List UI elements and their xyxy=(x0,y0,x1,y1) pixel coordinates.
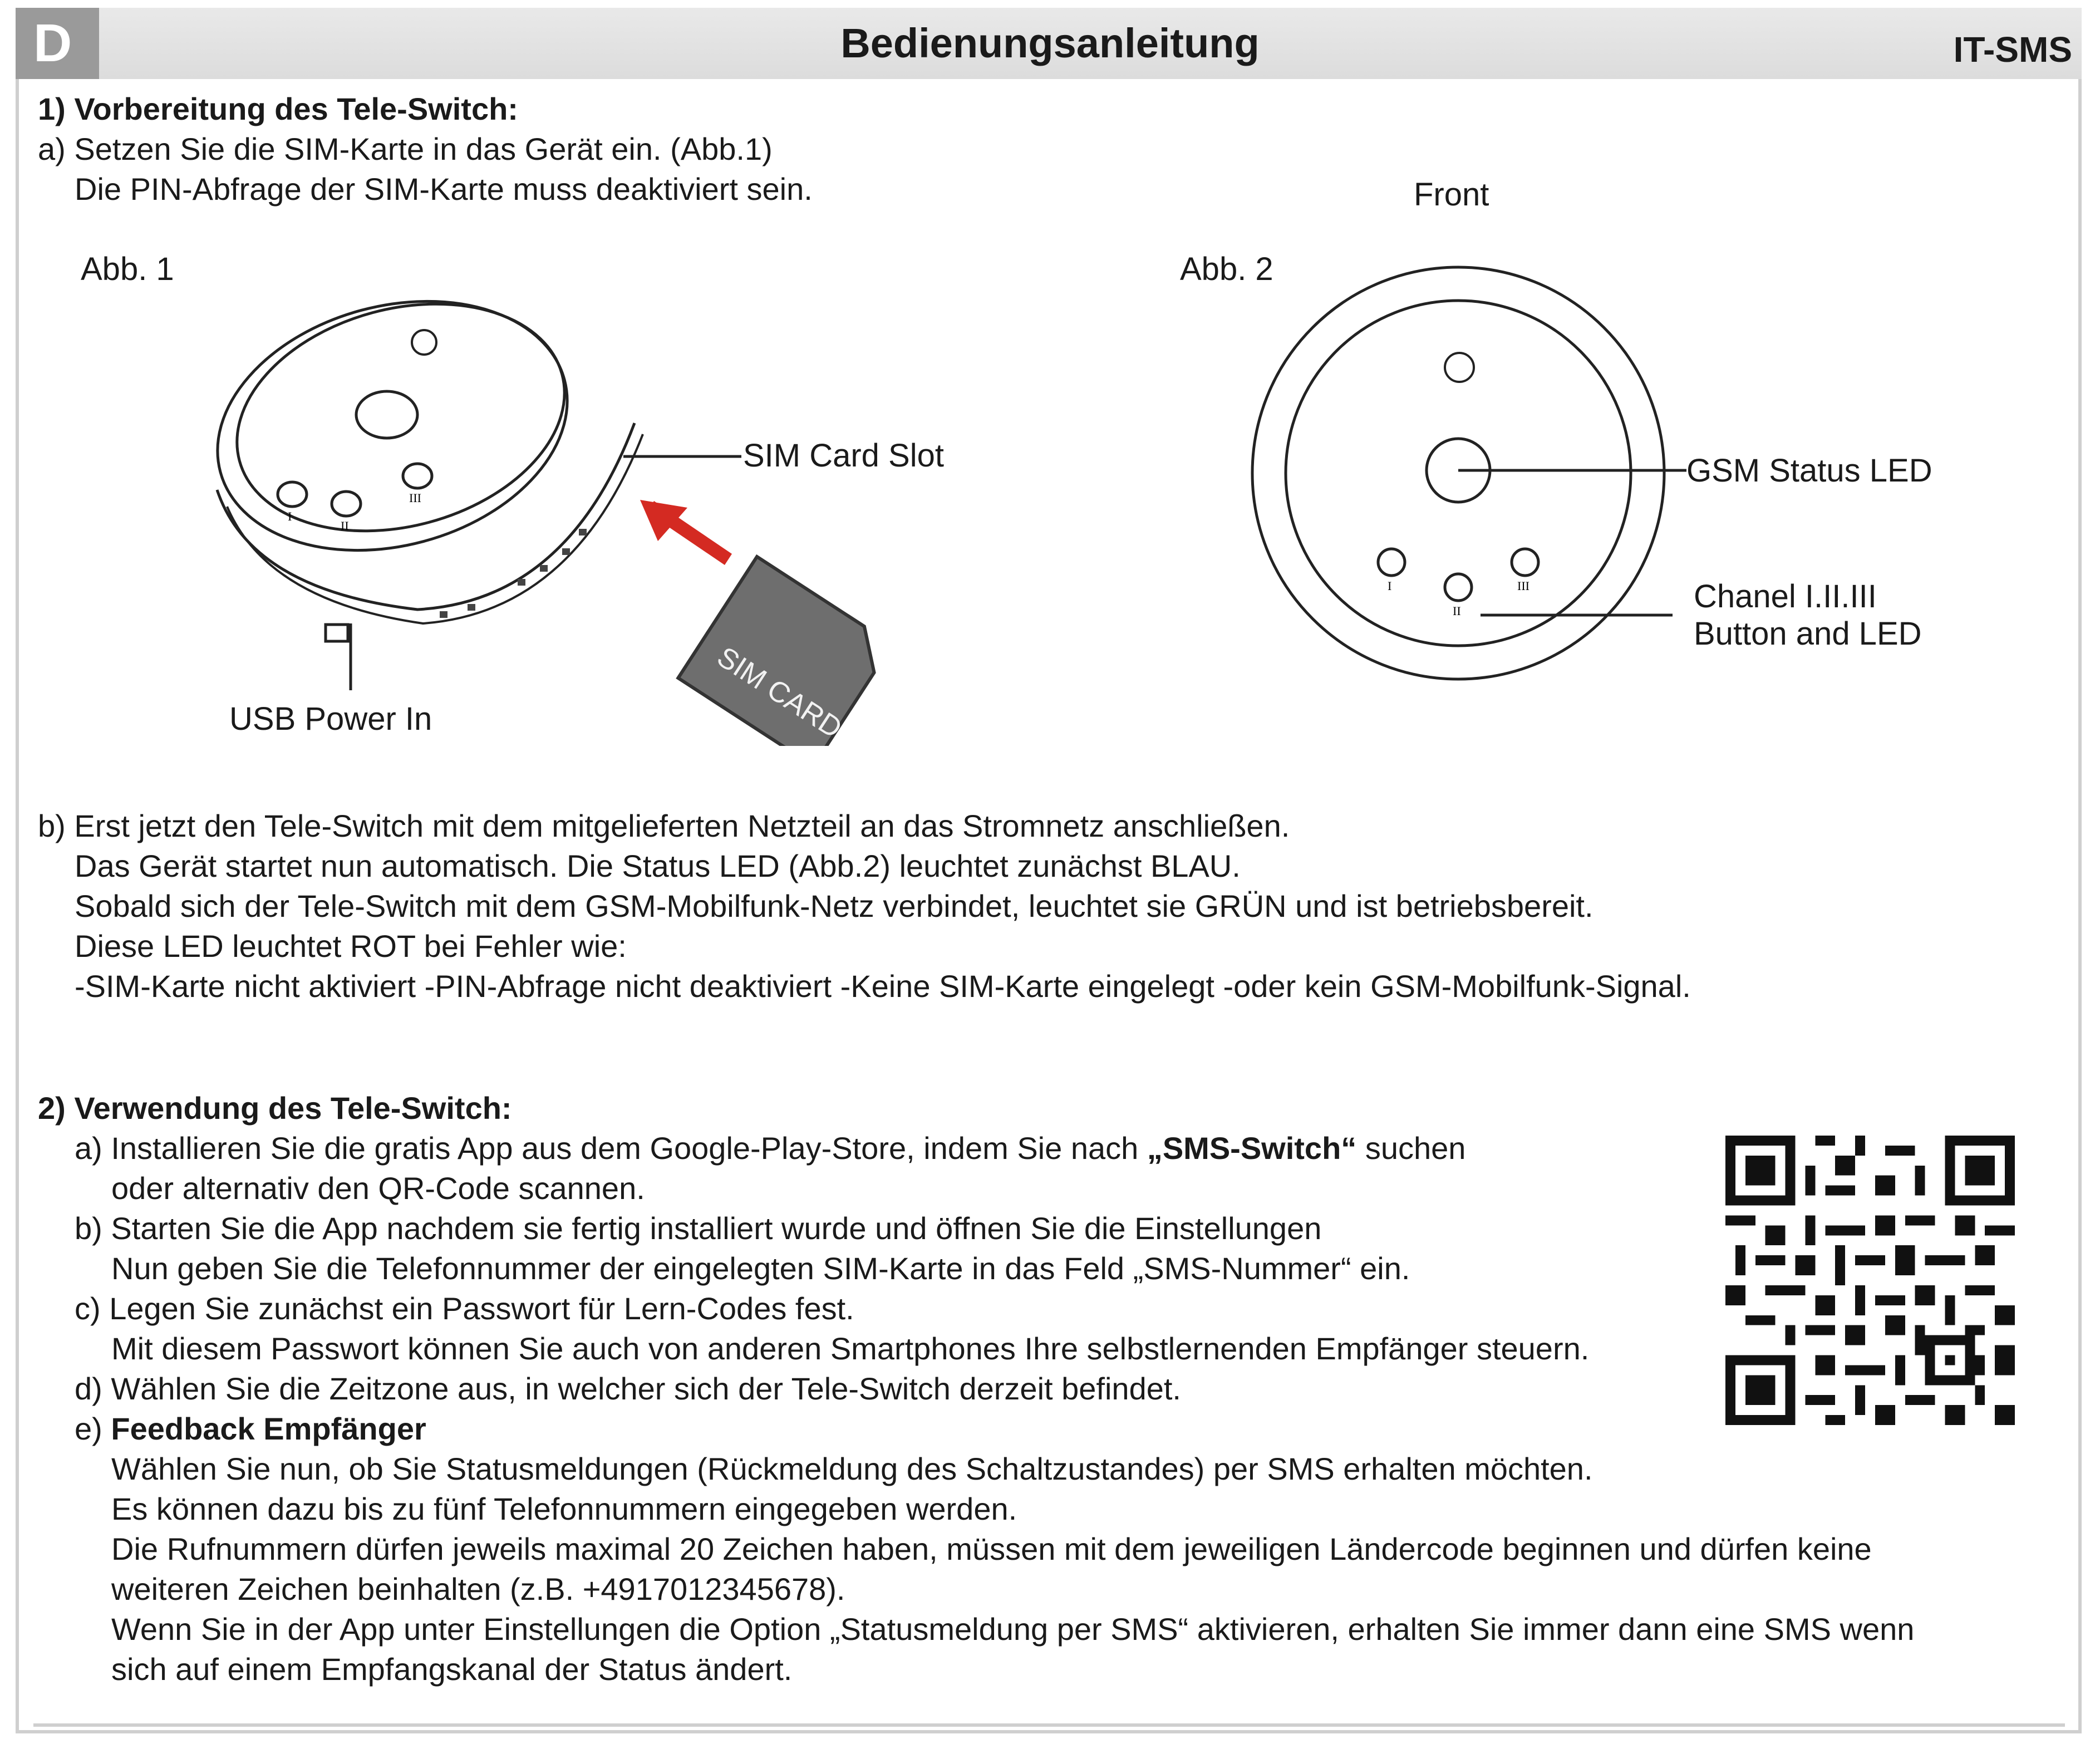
s2-c-line2: Mit diesem Passwort können Sie auch von anderen Smartphones Ihre selbstlernenden Empfänger steuern. xyxy=(111,1331,1590,1366)
s1-b-line5: -SIM-Karte nicht aktiviert -PIN-Abfrage nicht deaktiviert -Keine SIM-Karte eingelegt -oder kein GSM-Mobilfunk-Signal. xyxy=(75,969,1691,1004)
s2-e-line6: sich auf einem Empfangskanal der Status ändert. xyxy=(111,1652,793,1687)
s2-e-line1: Wählen Sie nun, ob Sie Statusmeldungen (Rückmeldung des Schaltzustandes) per SMS erhalten möchten. xyxy=(111,1451,1593,1486)
s1-b-line1: b) Erst jetzt den Tele-Switch mit dem mitgelieferten Netzteil an das Stromnetz anschließen. xyxy=(38,808,1290,843)
fig1-label: Abb. 1 xyxy=(81,251,174,287)
s2-e-heading: e) Feedback Empfänger xyxy=(75,1411,426,1446)
s1-a-line2: Die PIN-Abfrage der SIM-Karte muss deaktiviert sein. xyxy=(75,171,813,207)
s1-b-line4: Diese LED leuchtet ROT bei Fehler wie: xyxy=(75,929,627,964)
s1-b-line2: Das Gerät startet nun automatisch. Die Status LED (Abb.2) leuchtet zunächst BLAU. xyxy=(75,848,1241,883)
s2-e-line3: Die Rufnummern dürfen jeweils maximal 20 Zeichen haben, müssen mit dem jeweiligen Ländercode beginnen und dürfen keine xyxy=(111,1531,1872,1566)
fig1-device-illustration xyxy=(184,267,963,746)
s1-a-line1: a) Setzen Sie die SIM-Karte in das Gerät ein. (Abb.1) xyxy=(38,131,773,166)
chanel-label-2: Button and LED xyxy=(1694,616,1922,652)
gsm-led-label: GSM Status LED xyxy=(1686,453,1932,489)
page-title: Bedienungsanleitung xyxy=(840,20,1260,66)
model-number: IT-SMS xyxy=(1953,30,2072,70)
s2-d-line1: d) Wählen Sie die Zeitzone aus, in welcher sich der Tele-Switch derzeit befindet. xyxy=(75,1371,1181,1406)
front-label: Front xyxy=(1414,176,1489,213)
s2-e-line5: Wenn Sie in der App unter Einstellungen die Option „Statusmeldung per SMS“ aktivieren, erhalten Sie immer dann eine SMS wenn xyxy=(111,1612,1915,1647)
s2-a-line2: oder alternativ den QR-Code scannen. xyxy=(111,1171,645,1206)
sim-card-text: SIM CARD xyxy=(711,640,848,745)
s2-e-line2: Es können dazu bis zu fünf Telefonnummern eingegeben werden. xyxy=(111,1491,1017,1526)
fig2-ch3-mark: III xyxy=(1517,579,1529,593)
fig1-ch3-mark: III xyxy=(409,491,421,505)
s2-b-line1: b) Starten Sie die App nachdem sie fertig installiert wurde und öffnen Sie die Einstellungen xyxy=(75,1211,1322,1246)
fig2-ch2-mark: II xyxy=(1453,604,1461,618)
bottom-divider xyxy=(33,1723,2065,1727)
usb-label: USB Power In xyxy=(229,701,432,737)
s2-b-line2: Nun geben Sie die Telefonnummer der eingelegten SIM-Karte in das Feld „SMS-Nummer“ ein. xyxy=(111,1251,1410,1286)
s2-c-line1: c) Legen Sie zunächst ein Passwort für Lern-Codes fest. xyxy=(75,1291,854,1326)
s1-b-line3: Sobald sich der Tele-Switch mit dem GSM-Mobilfunk-Netz verbindet, leuchtet sie GRÜN und ist betriebsbereit. xyxy=(75,888,1594,923)
fig1-ch1-mark: I xyxy=(288,509,292,523)
chanel-label-1: Chanel I.II.III xyxy=(1694,578,1877,615)
sim-slot-label: SIM Card Slot xyxy=(743,438,944,474)
section2-heading: 2) Verwendung des Tele-Switch: xyxy=(38,1090,512,1126)
section1-heading: 1) Vorbereitung des Tele-Switch: xyxy=(38,91,518,126)
s2-a-line1: a) Installieren Sie die gratis App aus dem Google-Play-Store, indem Sie nach „SMS-Switch“ suchen xyxy=(75,1131,1466,1166)
fig2-front-illustration xyxy=(1241,256,1698,690)
language-badge: D xyxy=(16,8,99,79)
fig2-ch1-mark: I xyxy=(1388,579,1392,593)
s2-e-line4: weiteren Zeichen beinhalten (z.B. +4917012345678). xyxy=(111,1571,845,1607)
fig2-label: Abb. 2 xyxy=(1180,251,1273,287)
qr-code-icon[interactable] xyxy=(1725,1136,2015,1425)
fig1-ch2-mark: II xyxy=(341,519,349,533)
